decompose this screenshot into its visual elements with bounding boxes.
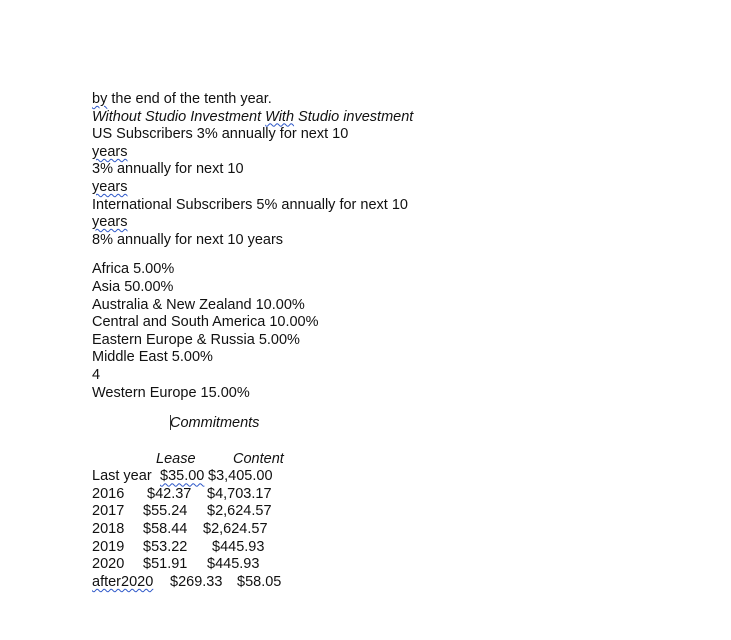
table-row [92, 574, 712, 592]
row-lease: $35.00 [160, 468, 205, 485]
col-lease-header: Lease [156, 450, 196, 467]
row-lease: $269.33 [170, 573, 223, 590]
intl-subscribers-label: International Subscribers 5% annually for next 10 [92, 196, 408, 213]
heading-without: Without Studio Investment [92, 108, 266, 125]
region-item: Middle East 5.00% [92, 349, 213, 366]
intro-squiggle-word: by [92, 91, 108, 107]
region-item: Central and South America 10.00% [92, 314, 319, 331]
region-list [92, 261, 712, 402]
table-row [92, 539, 712, 557]
row-content: $2,624.57 [207, 503, 272, 520]
row-year: 2020 [92, 556, 125, 573]
intro-text [92, 91, 712, 109]
row-content: $3,405.00 [208, 468, 273, 485]
row-lease: $55.24 [143, 503, 188, 520]
table-row [92, 468, 712, 486]
col-content-header: Content [233, 450, 284, 467]
intl-subscribers-years: years [92, 214, 128, 231]
table-row [92, 521, 712, 539]
commitments-header [92, 451, 712, 469]
intro-rest: the end of the tenth year. [107, 91, 272, 107]
table-row [92, 486, 712, 504]
row-content: $4,703.17 [207, 485, 272, 502]
row-lease: $53.22 [143, 538, 188, 555]
row-content: $58.05 [237, 573, 282, 590]
us-subscribers-with-years: years [92, 178, 128, 195]
page-number: 4 [92, 366, 101, 383]
commitments-title-text: Commitments [170, 415, 260, 432]
row-lease: $51.91 [143, 556, 188, 573]
region-item: Western Europe 15.00% [92, 384, 250, 401]
row-content: $2,624.57 [203, 521, 268, 538]
table-row [92, 556, 712, 574]
us-subscribers-label: US Subscribers 3% annually for next 10 [92, 126, 349, 143]
row-content: $445.93 [212, 538, 265, 555]
row-year: 2016 [92, 485, 125, 502]
row-year: 2019 [92, 538, 125, 555]
commitments-title [92, 415, 712, 433]
document-body [92, 91, 712, 591]
scenario-heading [92, 109, 712, 127]
table-row [92, 503, 712, 521]
region-item: Eastern Europe & Russia 5.00% [92, 331, 300, 348]
row-lease: $58.44 [143, 521, 188, 538]
us-subscribers-years: years [92, 143, 128, 160]
intl-subscribers-with: 8% annually for next 10 years [92, 231, 284, 248]
heading-with-rest: Studio investment [294, 108, 414, 125]
region-item: Africa 5.00% [92, 261, 175, 278]
heading-with-word: With [265, 108, 295, 125]
row-year: after2020 [92, 573, 154, 590]
row-year: Last year [92, 468, 152, 485]
region-item: Asia 50.00% [92, 278, 174, 295]
us-subscribers-with: 3% annually for next 10 [92, 161, 244, 178]
row-year: 2018 [92, 521, 125, 538]
row-content: $445.93 [207, 556, 260, 573]
row-lease: $42.37 [147, 485, 192, 502]
row-year: 2017 [92, 503, 125, 520]
region-item: Australia & New Zealand 10.00% [92, 296, 305, 313]
